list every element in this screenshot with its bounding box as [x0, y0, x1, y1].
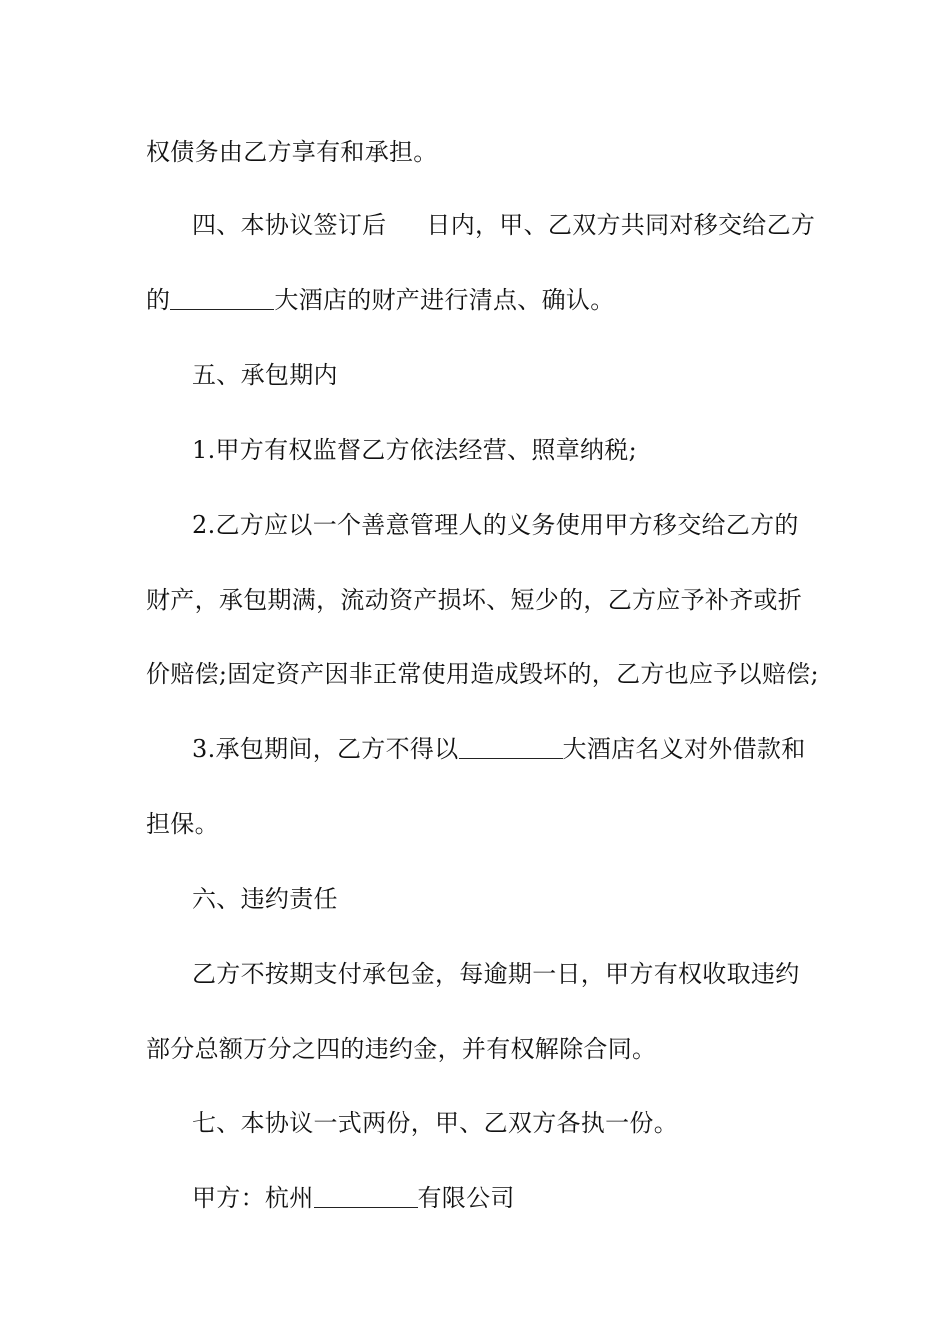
text-segment: 乙方不按期支付承包金，每逾期一日，甲方有权收取违约 [192, 960, 800, 988]
text-segment: 2.乙方应以一个善意管理人的义务使用甲方移交给乙方的 [192, 511, 799, 539]
fill-in-blank [314, 1183, 418, 1208]
text-segment: 六、违约责任 [192, 885, 338, 913]
text-segment: 五、承包期内 [192, 361, 338, 389]
paragraph-line [146, 584, 816, 616]
paragraph-line [192, 434, 816, 466]
paragraph-line [146, 1033, 816, 1065]
text-segment: 1.甲方有权监督乙方依法经营、照章纳税; [192, 436, 637, 464]
text-segment: 有限公司 [417, 1184, 515, 1212]
text-segment: 担保。 [146, 810, 219, 838]
paragraph-line [146, 284, 816, 316]
text-segment: 甲方：杭州 [192, 1184, 314, 1212]
paragraph-line [192, 733, 816, 765]
fill-in-blank [170, 285, 274, 310]
paragraph-line [146, 808, 816, 840]
section-heading [192, 883, 816, 915]
signature-line [192, 1182, 816, 1214]
text-segment: 四、本协议签订后 [192, 211, 387, 239]
paragraph-line [192, 958, 816, 990]
text-segment: 财产，承包期满，流动资产损坏、短少的，乙方应予补齐或折 [146, 586, 803, 614]
paragraph-line [146, 658, 819, 690]
fill-in-blank [459, 734, 563, 759]
text-segment: 权债务由乙方享有和承担。 [146, 138, 438, 166]
text-segment: 的 [146, 286, 171, 314]
text-segment: 七、本协议一式两份，甲、乙双方各执一份。 [192, 1109, 678, 1137]
text-segment: 大酒店名义对外借款和 [562, 735, 806, 763]
paragraph-line [146, 136, 816, 168]
section-heading [192, 359, 816, 391]
paragraph-line [192, 209, 816, 241]
text-segment: 3.承包期间，乙方不得以 [192, 735, 459, 763]
paragraph-line [192, 509, 816, 541]
text-segment: 部分总额万分之四的违约金，并有权解除合同。 [146, 1035, 657, 1063]
text-segment: 价赔偿;固定资产因非正常使用造成毁坏的，乙方也应予以赔偿; [146, 660, 819, 688]
text-segment: 日内，甲、乙双方共同对移交给乙方 [426, 211, 816, 239]
text-segment: 大酒店的财产进行清点、确认。 [274, 286, 615, 314]
paragraph-line [192, 1107, 816, 1139]
